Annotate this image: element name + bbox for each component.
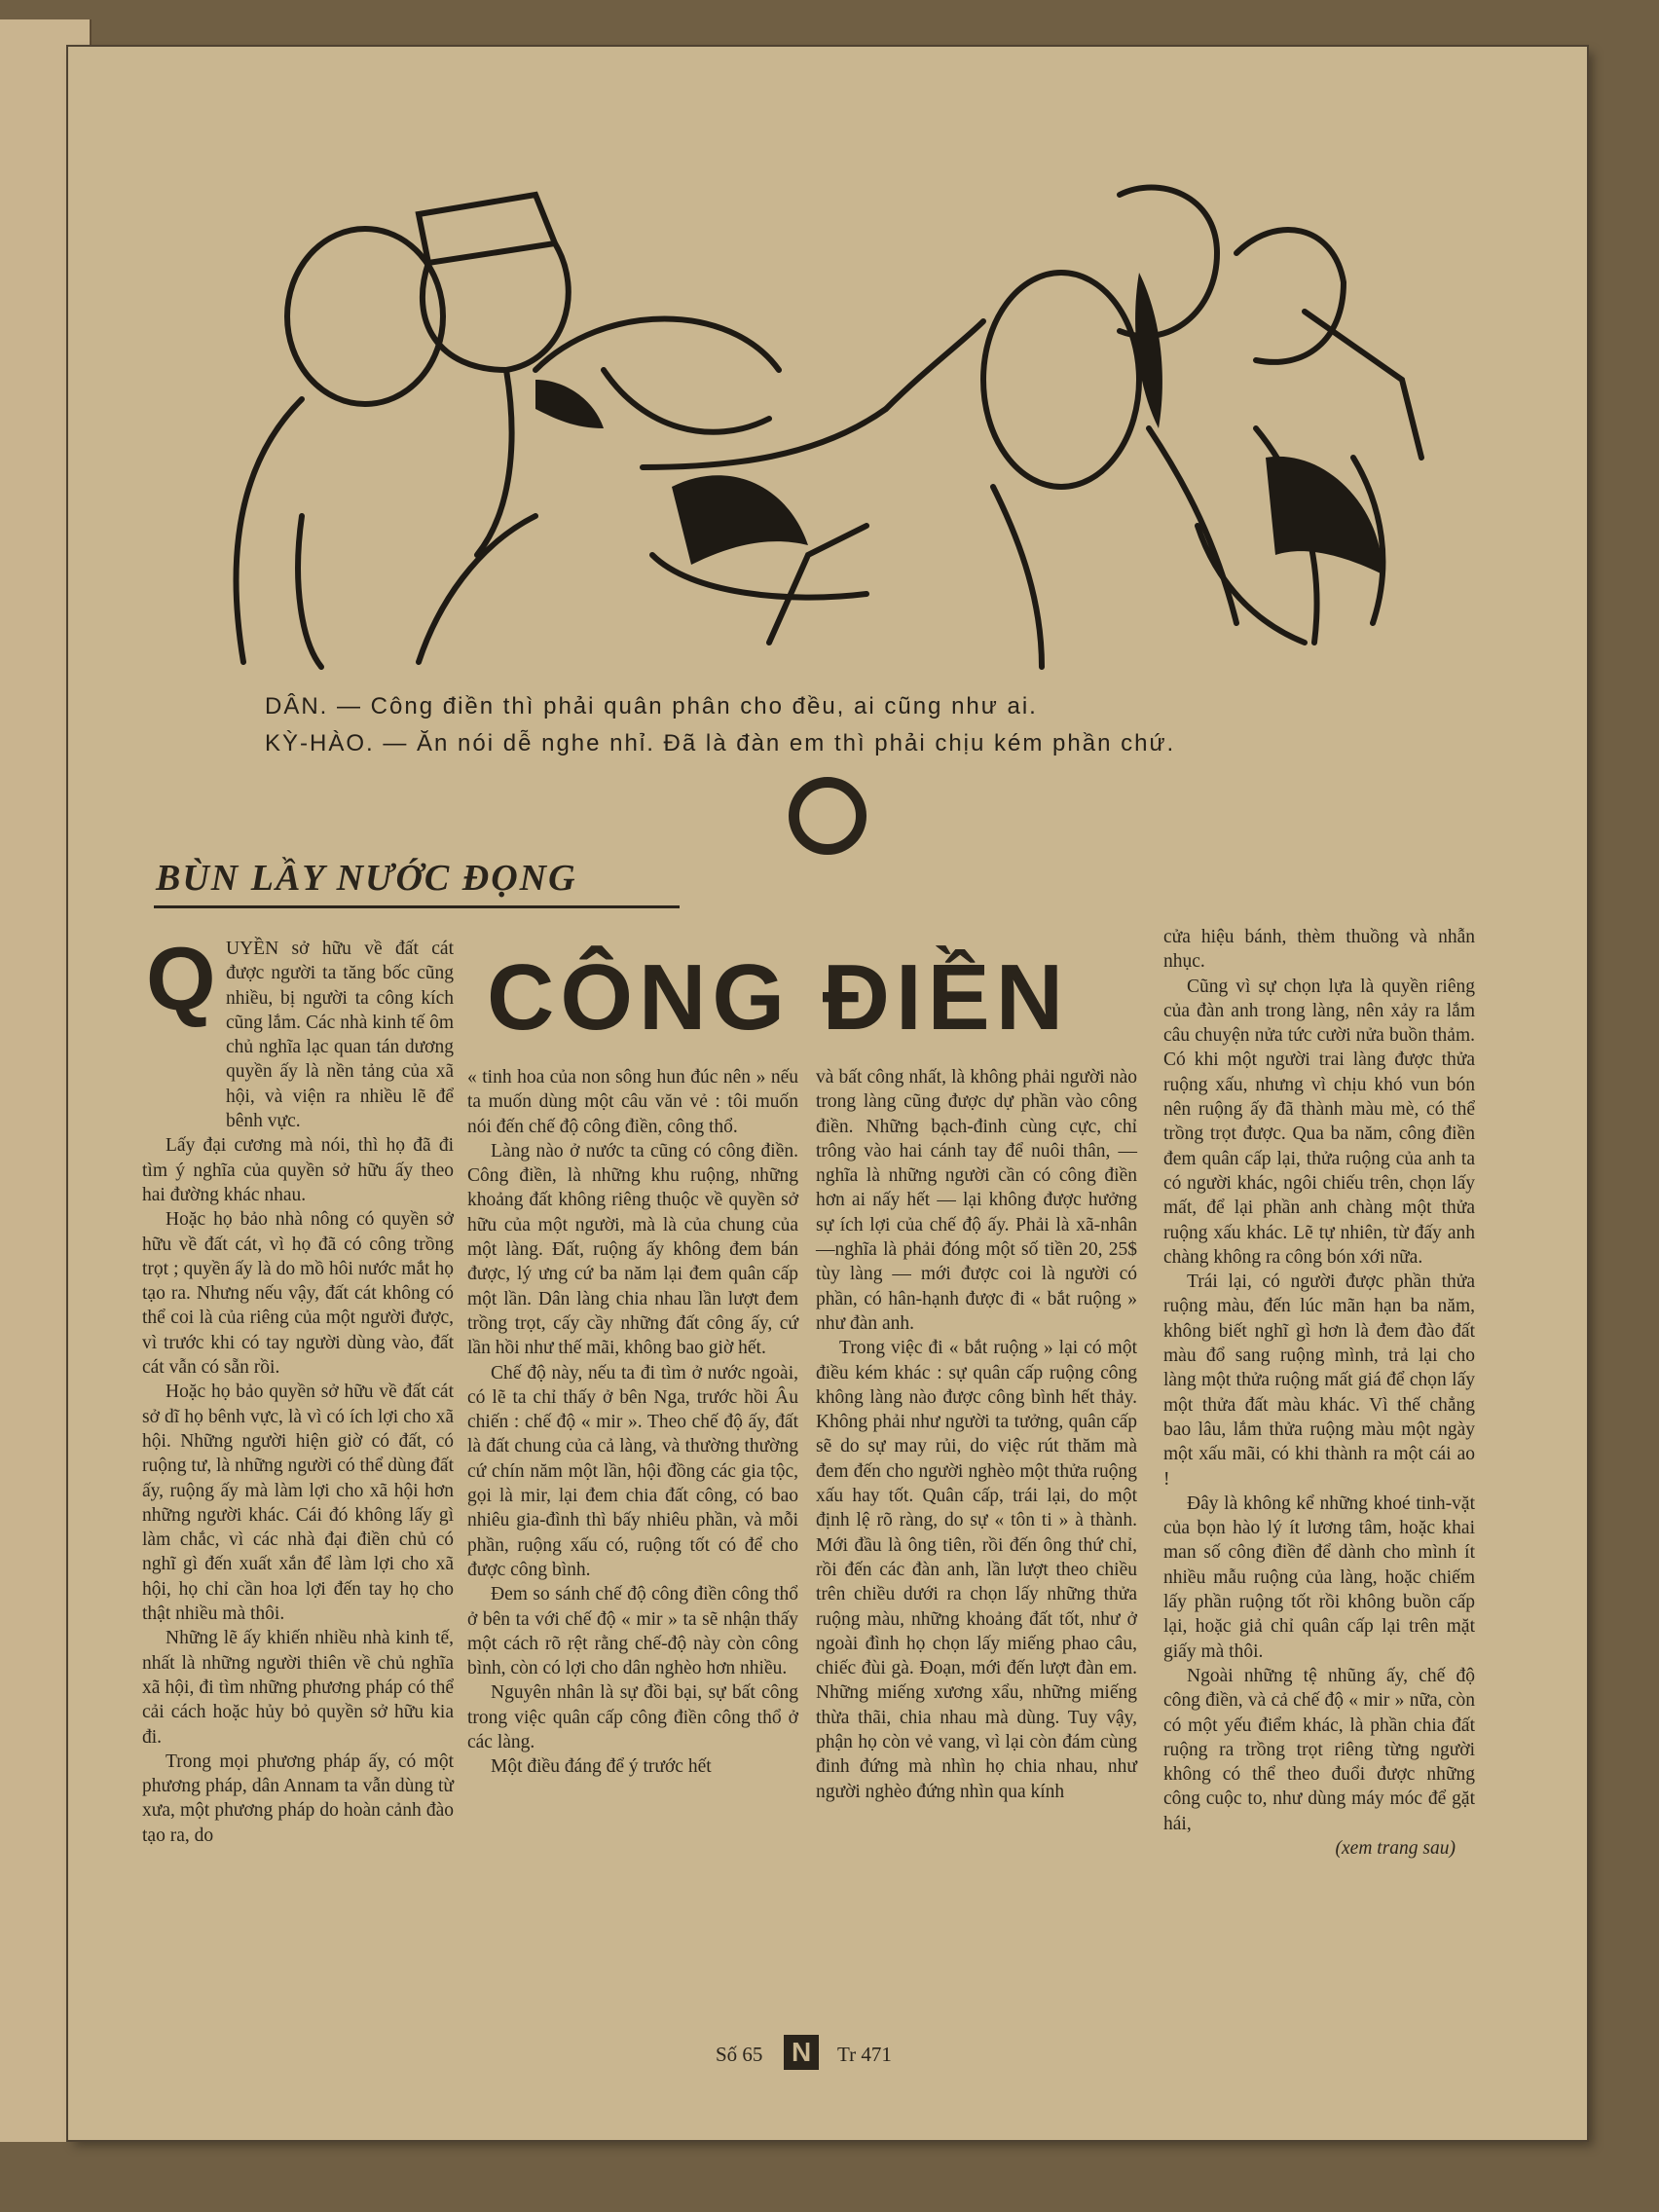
paragraph: Một điều đáng để ý trước hết bbox=[491, 1756, 712, 1778]
issue-number: Số 65 bbox=[716, 2043, 763, 2066]
article-column-2 bbox=[467, 1065, 798, 1780]
page-number: Tr 471 bbox=[837, 2043, 892, 2066]
paragraph: Trái lại, có người được phần thửa ruộng màu, đến lúc mãn hạn ba năm, không biết nghĩ gì hơn là đem đào đất màu đổ sang ruộng mình, trả lại cho làng một thửa ruộng mất giá để chọn lấy một thửa đất màu khác. Vì thế chẳng bao lâu, lắm thửa ruộng màu một ngày một xấu mãi, có khi thành ra một cái ao ! bbox=[1163, 1272, 1475, 1490]
paragraph: Ngoài những tệ nhũng ấy, chế độ công điền, và cả chế độ « mir » nữa, còn có một yếu điểm khác, là phần chia đất ruộng ra trồng trọt riêng từng người không có thể theo đuổi được những công cuộc to, như dùng máy móc để gặt hái, bbox=[1163, 1665, 1475, 1834]
paragraph: Nguyên nhân là sự đồi bại, sự bất công trong việc quân cấp công điền công thổ ở các làng. bbox=[467, 1682, 798, 1753]
section-ornament-circle bbox=[789, 777, 866, 855]
article-column-3 bbox=[816, 1065, 1137, 1804]
article-column-4 bbox=[1163, 925, 1475, 1861]
paragraph: Làng nào ở nước ta cũng có công điền. Công điền, là những khu ruộng, những khoảng đất không riêng thuộc về quyền sở hữu của một người, mà là của chung của một làng. Đất, ruộng ấy không đem bán được, lý ưng cứ ba năm lại đem quân cấp một lần. Dân làng chia nhau lần lượt đem trồng trọt, cấy cầy những đất công ấy, cứ lần hồi như thế mãi, không bao giờ hết. bbox=[467, 1140, 798, 1359]
continued-note: (xem trang sau) bbox=[1335, 1837, 1456, 1859]
paragraph: Hoặc họ bảo nhà nông có quyền sở hữu về đất cát, vì họ đã có công trồng trọt ; quyền ấy là do mồ hôi nước mắt họ tạo ra. Nhưng nếu vậy, đất cát không có thể coi là của riêng của một người được, vì trước khi có tay người dùng vào, đất cát vẫn có sẵn rồi. bbox=[142, 1209, 454, 1379]
paragraph: Trong việc đi « bắt ruộng » lại có một điều kém khác : sự quân cấp ruộng công không làng nào được công bình hết thảy. Không phải như người ta tưởng, quân cấp sẽ do sự may rủi, do việc rút thăm mà đem đến cho người nghèo một thửa ruộng xấu hay tốt. Quân cấp, trái lại, do một định lệ rõ ràng, do sự « tôn ti » à thành. Mới đầu là ông tiên, rồi đến ông thứ chỉ, rồi đến các đàn anh, lần lượt theo chiều trên chiều dưới ra chọn lấy những thửa ruộng màu, những khoảng đất tốt, như ở ngoài đình họ chọn lấy miếng phao câu, chiếc đùi gà. Đoạn, mới đến lượt đàn em. Những miếng xương xẩu, những miếng thừa thãi, chia nhau mà dùng. Tuy vậy, phận họ còn vẻ vang, vì lại còn đám cùng đinh đứng mà nhìn họ chia nhau, như người nghèo đứng nhìn qua kính bbox=[816, 1338, 1137, 1802]
magazine-logo bbox=[784, 2035, 819, 2070]
paragraph: Hoặc họ bảo quyền sở hữu về đất cát sở dĩ họ bênh vực, là vì có ích lợi cho xã hội. Những người hiện giờ có đất, có ruộng tư, là những người có thể dùng đất ấy, ruộng ấy mà làm lợi cho xã hội hơn những người khác. Cái đó không lấy gì làm chắc, vì các nhà đại điền chủ có nghĩ gì đến xuất xắn để làm lợi cho xã hội, họ chỉ cần hoa lợi đến tay họ cho thật nhiều mà thôi. bbox=[142, 1382, 454, 1625]
paragraph: và bất công nhất, là không phải người nào trong làng cũng được dự phần vào công điền. Những bạch-đinh cùng cực, chỉ trông vào hai cánh tay để nuôi thân, — nghĩa là những người cần có công điền hơn ai nấy hết — lại không được hưởng sự ích lợi của chế độ ấy. Phải là xã-nhân—nghĩa là phải đóng một số tiền 20, 25$ tùy làng — mới được coi là người có phần, có hân-hạnh được đi « bắt ruộng » như đàn anh. bbox=[816, 1067, 1137, 1334]
article-headline: CÔNG ĐIỀN bbox=[487, 945, 1070, 1050]
section-title: BÙN LẦY NƯỚC ĐỌNG bbox=[156, 858, 577, 899]
paragraph: Chế độ này, nếu ta đi tìm ở nước ngoài, có lẽ ta chỉ thấy ở bên Nga, trước hồi Âu chiến : chế độ « mir ». Theo chế độ ấy, đất là đất chung của cả làng, và thường thường cứ chín năm một lần, hội đồng các gia tộc, gọi là mir, lại đem chia đất công, có bao nhiêu gia-đình thì bấy nhiêu phần, và mỗi phần, ruộng xấu có, ruộng tốt có để cho được công bình. bbox=[467, 1362, 798, 1580]
paragraph: Đây là không kể những khoé tinh-vặt của bọn hào lý ít lương tâm, hoặc khai man số công điền để dành cho mình ít nhiều mẫu ruộng của làng, hoặc chiếm lấy phần ruộng tốt rồi không buồn cấp lại, hoặc giả chỉ quân cấp lại trên mặt giấy mà thôi. bbox=[1163, 1493, 1475, 1662]
paragraph: Những lẽ ấy khiến nhiều nhà kinh tế, nhất là những người thiên về chủ nghĩa xã hội, đi tìm những phương pháp có thể cải cách hoặc hủy bỏ quyền sở hữu kia đi. bbox=[142, 1628, 454, 1748]
caption-line-1: DÂN. — Công điền thì phải quân phân cho đều, ai cũng như ai. bbox=[265, 693, 1038, 719]
paragraph: Cũng vì sự chọn lựa là quyền riêng của đàn anh trong làng, nên xảy ra lắm câu chuyện nửa tức cười nửa buồn thảm. Có khi một người trai làng được thửa ruộng xấu, nhưng vì chịu khó vun bón nên ruộng ấy đã thành màu mè, có thể trồng trọt được. Qua ba năm, công điền đem quân cấp lại, thửa ruộng của anh ta có người khác, ngôi chiếu trên, chọn lấy mất, để lại phần anh chàng một thửa ruộng xấu khác. Lẽ tự nhiên, từ đấy anh chàng không ra công bón xới nữa. bbox=[1163, 976, 1475, 1268]
paragraph-text: UYỀN sở hữu về đất cát được người ta tăng bốc cũng nhiều, bị người ta công kích cũng lắm. Các nhà kinh tế ôm chủ nghĩa lạc quan tán dương quyền ấy là nền tảng của xã hội, và viện ra nhiều lẽ để bênh vực. bbox=[226, 939, 454, 1132]
paragraph: Trong mọi phương pháp ấy, có một phương pháp, dân Annam ta vẫn dùng từ xưa, một phương pháp do hoàn cảnh đào tạo ra, do bbox=[142, 1751, 454, 1846]
logo-letter: N bbox=[792, 2037, 812, 2067]
article-column-1 bbox=[142, 930, 454, 1848]
paragraph: cửa hiệu bánh, thèm thuồng và nhẫn nhục. bbox=[1163, 927, 1475, 973]
drop-cap: Q bbox=[146, 930, 216, 1029]
paragraph bbox=[142, 930, 454, 1133]
section-title-underline bbox=[154, 905, 680, 908]
caption-line-2: KỲ-HÀO. — Ăn nói dễ nghe nhỉ. Đã là đàn em thì phải chịu kém phần chứ. bbox=[265, 730, 1176, 756]
paragraph: Lấy đại cương mà nói, thì họ đã đi tìm ý nghĩa của quyền sở hữu ấy theo hai đường khác nhau. bbox=[142, 1135, 454, 1205]
paragraph: « tinh hoa của non sông hun đúc nên » nếu ta muốn dùng một câu văn vẻ : tôi muốn nói đến chế độ công điền, công thổ. bbox=[467, 1067, 798, 1137]
cartoon-illustration bbox=[185, 136, 1451, 682]
paragraph: Đem so sánh chế độ công điền công thổ ở bên ta với chế độ « mir » ta sẽ nhận thấy một cách rõ rệt rằng chế-độ này còn công bình, còn có lợi cho dân nghèo hơn nhiều. bbox=[467, 1584, 798, 1679]
